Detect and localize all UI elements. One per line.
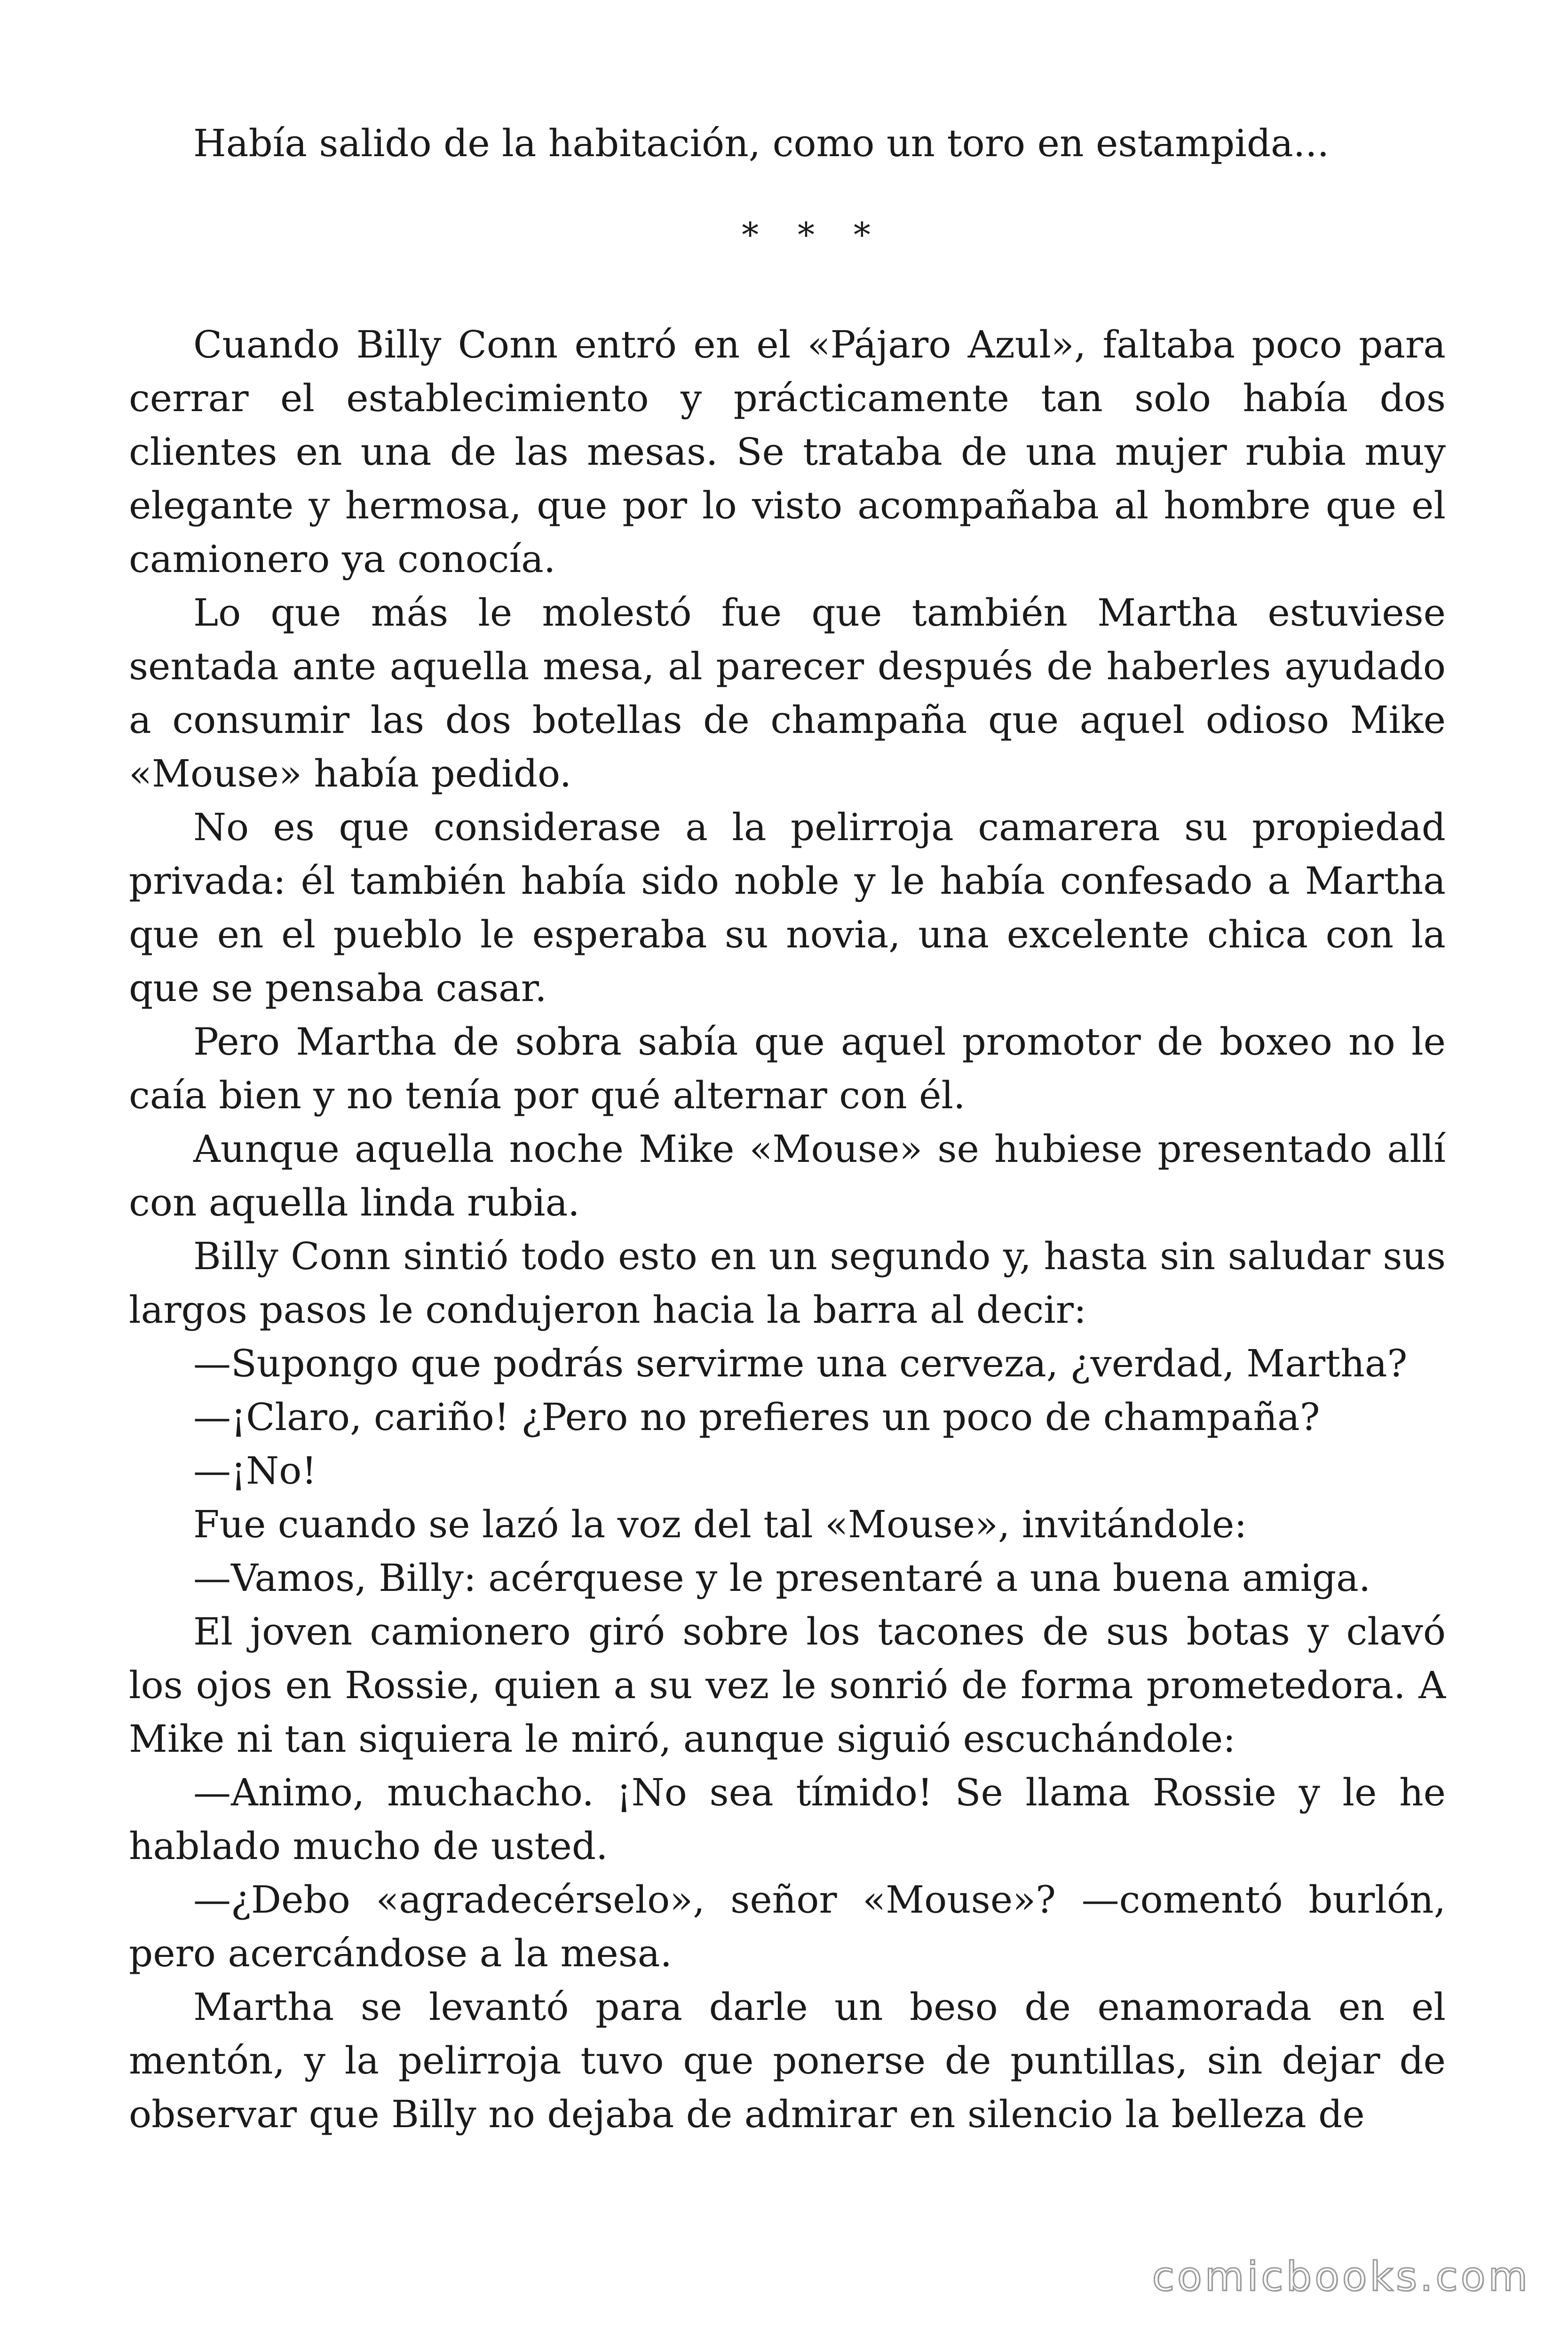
dialogue-4: —Vamos, Billy: acérquese y le presentaré a una buena amiga. bbox=[193, 1556, 1371, 1600]
paragraph-5: Aunque aquella noche Mike «Mouse» se hubiese presentado allí con aquella linda rubia. bbox=[129, 1127, 1446, 1224]
opening-paragraph: Había salido de la habitación, como un toro en estampida... bbox=[193, 121, 1330, 165]
dialogue-5: —Animo, muchacho. ¡No sea tímido! Se llama Rossie y le he hablado mucho de usted. bbox=[129, 1771, 1446, 1868]
paragraph-4: Pero Martha de sobra sabía que aquel promotor de boxeo no le caía bien y no tenía por qué alternar con él. bbox=[129, 1020, 1446, 1117]
page-body bbox=[129, 117, 1446, 2141]
paragraph-1: Cuando Billy Conn entró en el «Pájaro Azul», faltaba poco para cerrar el establecimiento y prácticamente tan solo había dos clientes en una de las mesas. Se trataba de una mujer rubia muy elegante y hermosa, que por lo visto acompañaba al hombre que el camionero ya conocía. bbox=[129, 323, 1446, 581]
scene-separator: * * * bbox=[742, 215, 885, 254]
dialogue-6: —¿Debo «agradecérselo», señor «Mouse»? —comentó burlón, pero acercándose a la mesa. bbox=[129, 1878, 1446, 1975]
dialogue-1: —Supongo que podrás servirme una cerveza, ¿verdad, Martha? bbox=[193, 1342, 1408, 1385]
dialogue-2: —¡Claro, cariño! ¿Pero no prefieres un poco de champaña? bbox=[193, 1395, 1320, 1439]
body-text bbox=[129, 318, 1446, 2141]
paragraph-9: Martha se levantó para darle un beso de enamorada en el mentón, y la pelirroja tuvo que ponerse de puntillas, sin dejar de observar que Billy no dejaba de admirar en silencio la belleza de bbox=[129, 1985, 1446, 2136]
paragraph-8: El joven camionero giró sobre los tacones de sus botas y clavó los ojos en Rossie, quien a su vez le sonrió de forma prometedora. A Mike ni tan siquiera le miró, aunque siguió escuchándole: bbox=[129, 1610, 1446, 1761]
watermark-logo: comicbooks.com bbox=[1152, 2253, 1530, 2300]
paragraph-6: Billy Conn sintió todo esto en un segundo y, hasta sin saludar sus largos pasos le condujeron hacia la barra al decir: bbox=[129, 1234, 1446, 1332]
paragraph-2: Lo que más le molestó fue que también Martha estuviese sentada ante aquella mesa, al parecer después de haberles ayudado a consumir las dos botellas de champaña que aquel odioso Mike «Mouse» había pedido. bbox=[129, 591, 1446, 795]
paragraph-7: Fue cuando se lazó la voz del tal «Mouse», invitándole: bbox=[193, 1502, 1247, 1546]
dialogue-3: —¡No! bbox=[193, 1449, 317, 1493]
paragraph-3: No es que considerase a la pelirroja camarera su propiedad privada: él también había sido noble y le había confesado a Martha que en el pueblo le esperaba su novia, una excelente chica con la que se pensaba casar. bbox=[129, 805, 1446, 1010]
